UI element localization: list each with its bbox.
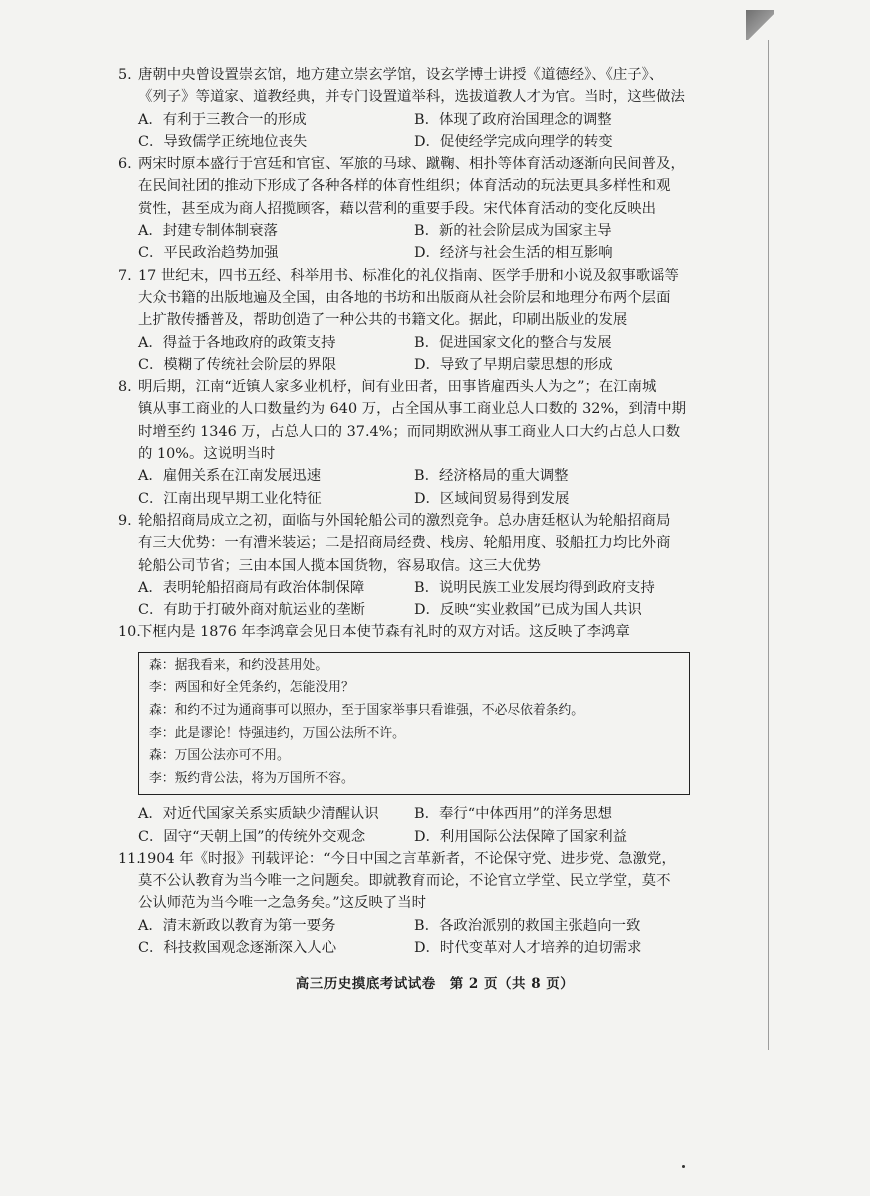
ink-dot bbox=[682, 1165, 685, 1168]
question-stem: 6. 两宋时原本盛行于宫廷和官宦、军旅的马球、蹴鞠、相扑等体育活动逐渐向民间普及， 在民间社团的推动下形成了各种各样的体育性组织；体育活动的玩法更具多样性和观 赏性，甚至成为商人招揽顾客，藉以营利的重要手段。宋代体育活动的变化反映出 bbox=[118, 153, 674, 220]
question-number: 11. bbox=[118, 850, 141, 867]
option-c[interactable]: C．科技救国观念逐渐深入人心 bbox=[138, 940, 337, 957]
dialogue-line: 李：叛约背公法，将为万国所不容。 bbox=[149, 770, 354, 786]
option-c[interactable]: C．导致儒学正统地位丧失 bbox=[138, 133, 308, 150]
question-stem: 7. 17 世纪末，四书五经、科举用书、标准化的礼仪指南、医学手册和小说及叙事歌谣等 大众书籍的出版地遍及全国，由各地的书坊和出版商从社会阶层和地理分布两个层面 上扩散传播普及，帮助创造了一种公共的书籍文化。据此，印刷出版业的发展 bbox=[118, 265, 674, 332]
options bbox=[118, 109, 674, 154]
option-c[interactable]: C．有助于打破外商对航运业的垄断 bbox=[138, 602, 365, 619]
question-6 bbox=[118, 153, 685, 264]
dialogue-line: 森：据我看来，和约没甚用处。 bbox=[149, 657, 329, 673]
option-c[interactable]: C．模糊了传统社会阶层的界限 bbox=[138, 356, 337, 373]
option-a[interactable]: A．表明轮船招商局有政治体制保障 bbox=[138, 579, 365, 596]
option-b[interactable]: B．奉行“中体西用”的洋务思想 bbox=[414, 806, 612, 823]
option-b[interactable]: B．经济格局的重大调整 bbox=[414, 468, 569, 485]
page-edge bbox=[768, 40, 769, 1050]
option-d[interactable]: D．利用国际公法保障了国家利益 bbox=[414, 828, 628, 845]
dialogue-line: 森：和约不过为通商事可以照办，至于国家举事只看谁强，不必尽依着条约。 bbox=[149, 702, 585, 718]
options bbox=[118, 803, 674, 848]
question-8 bbox=[118, 376, 687, 510]
option-b[interactable]: B．说明民族工业发展均得到政府支持 bbox=[414, 579, 655, 596]
question-7 bbox=[118, 265, 679, 376]
dialogue-line: 李：两国和好全凭条约，怎能没用？ bbox=[149, 680, 354, 696]
question-stem: 11.1904 年《时报》刊载评论：“今日中国之言革新者，不论保守党、进步党、急激党， 莫不公认教育为当今唯一之问题矣。即就教育而论，不论官立学堂、民立学堂，莫不 公认师范为当今唯一之急务矣。”这反映了当时 bbox=[118, 848, 674, 915]
options bbox=[118, 220, 674, 265]
option-c[interactable]: C．江南出现早期工业化特征 bbox=[138, 490, 322, 507]
question-number: 7. bbox=[118, 267, 132, 284]
questions bbox=[118, 64, 687, 959]
option-c[interactable]: C．平民政治趋势加强 bbox=[138, 245, 279, 262]
page-footer: 高三历史摸底考试试卷 第 2 页（共 8 页） bbox=[295, 976, 575, 992]
option-d[interactable]: D．时代变革对人才培养的迫切需求 bbox=[414, 940, 642, 957]
options bbox=[118, 577, 674, 622]
question-stem: 9. 轮船招商局成立之初，面临与外国轮船公司的激烈竞争。总办唐廷枢认为轮船招商局 有三大优势：一有漕米装运；二是招商局经费、栈房、轮船用度、驳船扛力均比外商 轮船公司节省；三由本国人揽本国货物，容易取信。这三大优势 bbox=[118, 510, 674, 577]
question-11 bbox=[118, 848, 674, 959]
option-b[interactable]: B．各政治派别的救国主张趋向一致 bbox=[414, 917, 641, 934]
option-d[interactable]: D．经济与社会生活的相互影响 bbox=[414, 245, 613, 262]
question-number: 6. bbox=[118, 156, 132, 173]
option-a[interactable]: A．雇佣关系在江南发展迅速 bbox=[138, 468, 322, 485]
option-a[interactable]: A．对近代国家关系实质缺少清醒认识 bbox=[138, 806, 379, 823]
dialogue-box bbox=[138, 652, 690, 796]
question-5 bbox=[118, 64, 685, 153]
question-number: 8. bbox=[118, 379, 132, 396]
question-number: 5. bbox=[118, 67, 132, 83]
option-d[interactable]: D．促使经学完成向理学的转变 bbox=[414, 133, 613, 150]
option-b[interactable]: B．体现了政府治国理念的调整 bbox=[414, 111, 612, 128]
question-number: 9. bbox=[118, 512, 132, 529]
options bbox=[118, 915, 674, 960]
option-d[interactable]: D．反映“实业救国”已成为国人共识 bbox=[414, 602, 642, 619]
option-c[interactable]: C．固守“天朝上国”的传统外交观念 bbox=[138, 828, 366, 845]
option-a[interactable]: A．封建专制体制衰落 bbox=[138, 223, 278, 240]
torn-corner bbox=[746, 10, 774, 40]
question-number: 10. bbox=[118, 624, 141, 641]
option-d[interactable]: D．区域间贸易得到发展 bbox=[414, 490, 570, 507]
dialogue-line: 李：此是谬论！恃强违约，万国公法所不许。 bbox=[149, 725, 405, 741]
dialogue-line: 森：万国公法亦可不用。 bbox=[149, 748, 290, 764]
options bbox=[118, 465, 674, 510]
question-10 bbox=[118, 621, 674, 847]
option-d[interactable]: D．导致了早期启蒙思想的形成 bbox=[414, 356, 613, 373]
option-b[interactable]: B．促进国家文化的整合与发展 bbox=[414, 334, 612, 351]
options bbox=[118, 332, 674, 377]
option-a[interactable]: A．得益于各地政府的政策支持 bbox=[138, 334, 336, 351]
question-9 bbox=[118, 510, 674, 621]
question-stem: 10.下框内是 1876 年李鸿章会见日本使节森有礼时的双方对话。这反映了李鸿章 bbox=[118, 621, 674, 643]
question-stem: 8. 明后期，江南“近镇人家多业机杼，间有业田者，田事皆雇西头人为之”；在江南城 镇从事工商业的人口数量约为 640 万，占全国从事工商业总人口数的 32%，到清中期 时增至约 1346 万，占总人口的 37.4%；而同期欧洲从事工商业人口大约占总人口数 的 10%。这说明当时 bbox=[118, 376, 674, 465]
option-b[interactable]: B．新的社会阶层成为国家主导 bbox=[414, 223, 612, 240]
option-a[interactable]: A．有利于三教合一的形成 bbox=[138, 111, 307, 128]
question-stem: 5. 唐朝中央曾设置崇玄馆，地方建立崇玄学馆，设玄学博士讲授《道德经》、《庄子》、 《列子》等道家、道教经典，并专门设置道举科，选拔道教人才为官。当时，这些做法 bbox=[118, 64, 674, 109]
option-a[interactable]: A．清末新政以教育为第一要务 bbox=[138, 917, 336, 934]
